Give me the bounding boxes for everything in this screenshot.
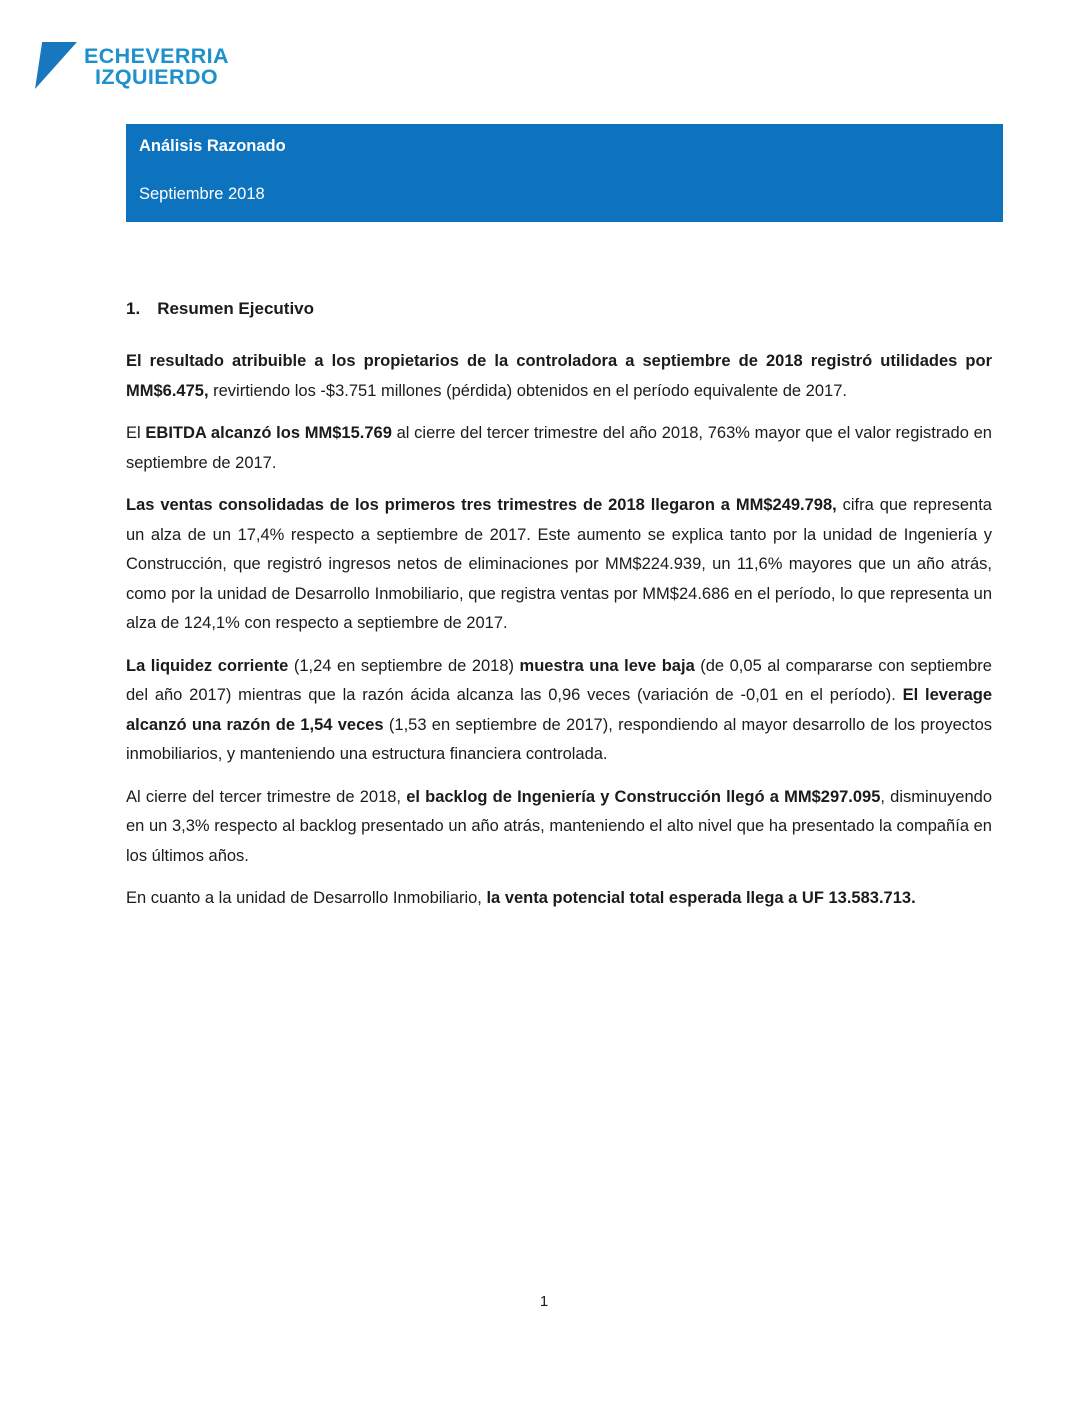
title-banner	[126, 124, 1003, 222]
logo-line2: IZQUIERDO	[94, 65, 218, 89]
page-footer	[0, 1293, 1088, 1310]
logo-line1: ECHEVERRIA	[84, 44, 229, 68]
paragraph: En cuanto a la unidad de Desarrollo Inmobiliario, la venta potencial total esperada llega a UF 13.583.713.	[126, 889, 916, 907]
paragraph: El EBITDA alcanzó los MM$15.769 al cierre del tercer trimestre del año 2018, 763% mayor que el valor registrado en septiembre de 2017.	[126, 424, 992, 472]
logo-text	[84, 42, 229, 88]
section-title: Resumen Ejecutivo	[157, 299, 315, 318]
logo-triangle-icon	[35, 42, 77, 89]
paragraphs	[126, 347, 992, 914]
paragraph: La liquidez corriente (1,24 en septiembre de 2018) muestra una leve baja (de 0,05 al compararse con septiembre del año 2017) mientras que la razón ácida alcanza las 0,96 veces (variación de -0,01 en el período). El leverage alcanzó una razón de 1,54 veces (1,53 en septiembre de 2017), respondiendo al mayor desarrollo de los proyectos inmobiliarios, y manteniendo una estructura financiera controlada.	[126, 656, 993, 763]
page-number: 1	[539, 1293, 549, 1310]
paragraph: Al cierre del tercer trimestre de 2018, el backlog de Ingeniería y Construcción llegó a MM$297.095, disminuyendo en un 3,3% respecto al backlog presentado un año atrás, manteniendo el alto nivel que ha presentado la compañía en los últimos años.	[126, 787, 992, 865]
paragraph: Las ventas consolidadas de los primeros tres trimestres de 2018 llegaron a MM$249.798, cifra que representa un alza de un 17,4% respecto a septiembre de 2017. Este aumento se explica tanto por la unidad de Ingeniería y Construcción, que registró ingresos netos de eliminaciones por MM$224.939, un 11,6% mayores que un año atrás, como por la unidad de Desarrollo Inmobiliario, que registra ventas por MM$24.686 en el período, lo que representa un alza de 124,1% con respecto a septiembre de 2017.	[126, 496, 992, 632]
paragraph: El resultado atribuible a los propietarios de la controladora a septiembre de 2018 registró utilidades por MM$6.475, revirtiendo los -$3.751 millones (pérdida) obtenidos en el período equivalente de 2017.	[126, 352, 992, 400]
document-body	[126, 299, 992, 927]
section-number: 1.	[126, 299, 141, 318]
report-title: Análisis Razonado	[139, 137, 286, 155]
company-logo	[35, 42, 229, 89]
section-heading	[126, 299, 992, 319]
report-date: Septiembre 2018	[139, 185, 265, 203]
